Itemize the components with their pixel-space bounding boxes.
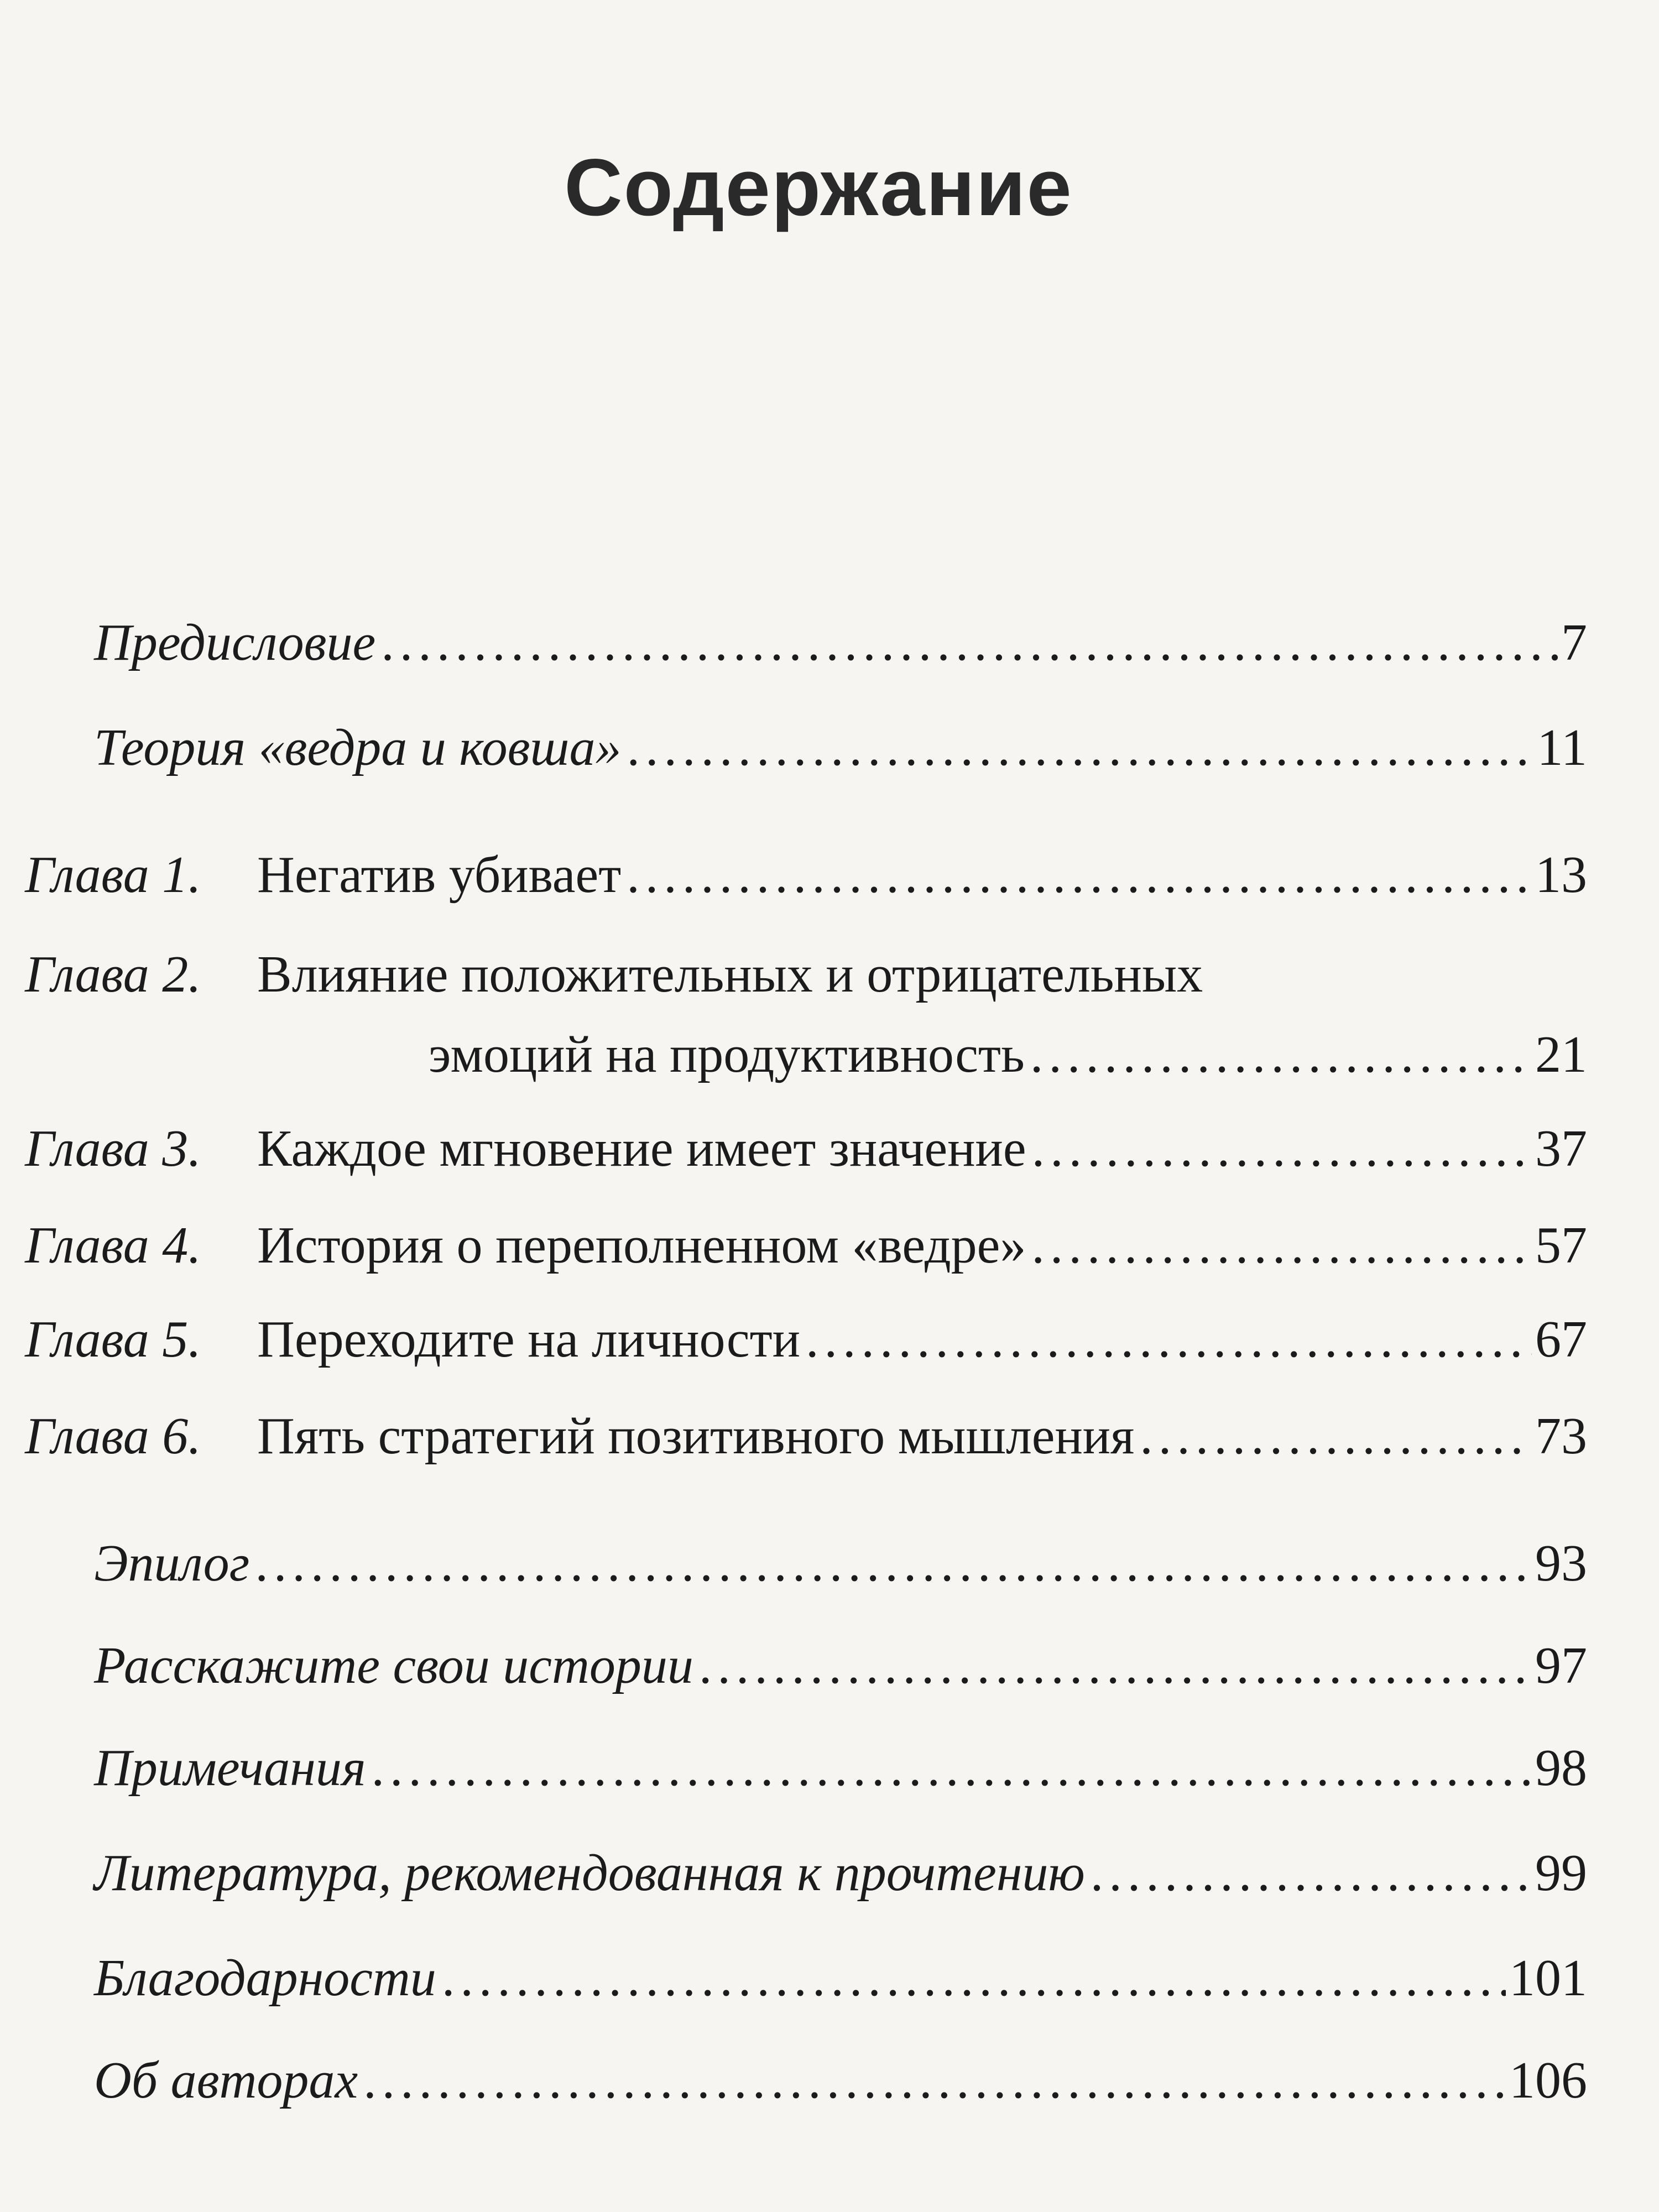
toc-entry-chapter-1[interactable] [257, 846, 1587, 904]
toc-entry-title: Переходите на личности [257, 1311, 800, 1368]
toc-entry-page: 101 [1509, 1949, 1587, 2007]
toc-entry-page: 106 [1509, 2052, 1587, 2109]
chapter-label: Глава 6. [25, 1407, 201, 1465]
toc-entry-theory[interactable] [94, 719, 1587, 776]
leader-dots [1031, 1219, 1532, 1271]
chapter-label: Глава 2. [25, 946, 201, 1003]
toc-entry-page: 57 [1535, 1217, 1587, 1274]
toc-entry-page: 99 [1535, 1844, 1587, 1902]
toc-entry-title: Примечания [94, 1739, 366, 1797]
chapter-label: Глава 5. [25, 1311, 201, 1368]
toc-entry-title: Об авторах [94, 2052, 358, 2109]
toc-entry-title: Эпилог [94, 1535, 250, 1592]
page-title: Содержание [564, 142, 1073, 232]
toc-entry-chapter-2[interactable] [429, 1026, 1587, 1083]
toc-entry-title: Пять стратегий позитивного мышления [257, 1407, 1135, 1465]
toc-entry-title: Теория «ведра и ковша» [94, 719, 622, 776]
toc-entry-notes[interactable] [94, 1739, 1587, 1797]
toc-entry-chapter-4[interactable] [257, 1217, 1587, 1274]
toc-entry-title-line1[interactable]: Влияние положительных и отрицательных [257, 946, 1203, 1003]
leader-dots [1140, 1410, 1532, 1462]
toc-entry-tell-stories[interactable] [94, 1637, 1587, 1694]
toc-entry-page: 13 [1535, 846, 1587, 904]
toc-entry-chapter-3[interactable] [257, 1120, 1587, 1177]
chapter-label: Глава 1. [25, 846, 201, 904]
toc-entry-page: 93 [1535, 1535, 1587, 1592]
leader-dots [699, 1640, 1532, 1692]
leader-dots [363, 2054, 1506, 2106]
leader-dots [1030, 1029, 1532, 1081]
leader-dots [806, 1313, 1532, 1365]
toc-entry-title: Благодарности [94, 1949, 436, 2007]
toc-entry-title: Расскажите свои истории [94, 1637, 693, 1694]
leader-dots [627, 722, 1533, 774]
leader-dots [1032, 1123, 1532, 1175]
toc-entry-title: Негатив убивает [257, 846, 622, 904]
leader-dots [372, 1742, 1532, 1794]
toc-entry-epilogue[interactable] [94, 1535, 1587, 1592]
leader-dots [627, 849, 1532, 901]
toc-entry-acknowledgements[interactable] [94, 1949, 1587, 2007]
chapter-label: Глава 3. [25, 1120, 201, 1177]
toc-entry-page: 97 [1535, 1637, 1587, 1694]
leader-dots [381, 617, 1558, 669]
leader-dots [255, 1537, 1532, 1589]
toc-entry-about-authors[interactable] [94, 2052, 1587, 2109]
chapter-label: Глава 4. [25, 1217, 201, 1274]
toc-entry-page: 37 [1535, 1120, 1587, 1177]
toc-entry-title: Литература, рекомендованная к прочтению [94, 1844, 1085, 1902]
toc-entry-reading-list[interactable] [94, 1844, 1587, 1902]
toc-entry-page: 7 [1561, 614, 1587, 671]
toc-entry-title: История о переполненном «ведре» [257, 1217, 1026, 1274]
toc-entry-page: 21 [1535, 1026, 1587, 1083]
toc-entry-page: 73 [1535, 1407, 1587, 1465]
leader-dots [442, 1952, 1506, 2004]
toc-entry-title-line2: эмоций на продуктивность [429, 1026, 1025, 1083]
toc-entry-chapter-6[interactable] [257, 1407, 1587, 1465]
toc-entry-title: Предисловие [94, 614, 376, 671]
toc-entry-page: 98 [1535, 1739, 1587, 1797]
toc-entry-title: Каждое мгновение имеет значение [257, 1120, 1026, 1177]
toc-entry-page: 67 [1535, 1311, 1587, 1368]
toc-entry-page: 11 [1537, 719, 1587, 776]
toc-entry-preface[interactable] [94, 614, 1587, 671]
toc-entry-chapter-5[interactable] [257, 1311, 1587, 1368]
leader-dots [1091, 1847, 1532, 1899]
